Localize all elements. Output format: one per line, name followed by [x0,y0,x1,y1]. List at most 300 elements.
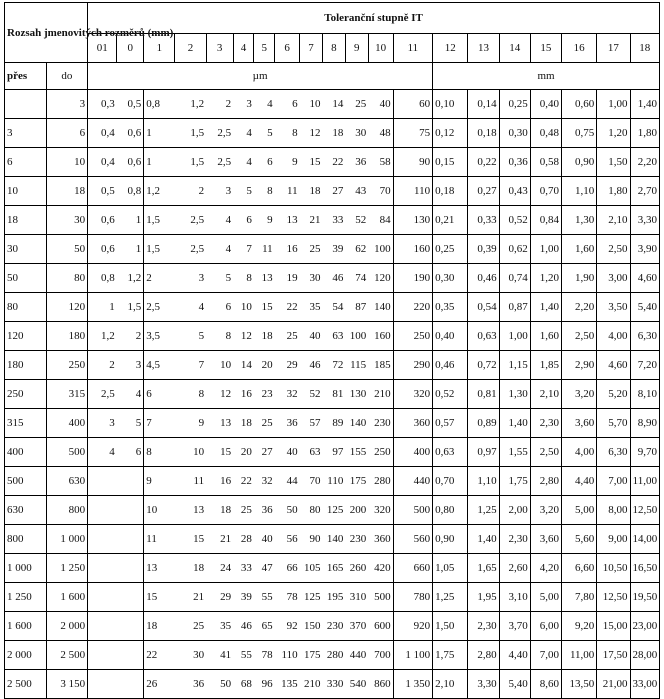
tolerance-cell: 0,58 [530,148,561,177]
tolerance-cell: 1,85 [530,351,561,380]
tolerance-cell: 57 [300,409,323,438]
tolerance-cell: 27 [322,177,345,206]
tolerance-cell: 2,50 [530,438,561,467]
table-row [5,148,660,177]
tolerance-cell: 160 [368,322,393,351]
tolerance-cell: 11,00 [561,641,596,670]
tolerance-cell: 3 [88,409,117,438]
tolerance-cell: 0,3 [88,90,117,119]
tolerance-cell: 2,30 [499,525,530,554]
tolerance-cell: 6 [144,380,175,409]
tolerance-cell: 420 [368,554,393,583]
tolerance-cell: 2,5 [206,148,233,177]
grade-header-cell: 0 [117,34,144,63]
tolerance-cell: 4 [233,119,254,148]
tolerance-cell: 4 [233,148,254,177]
tolerance-cell: 1 [117,235,144,264]
tolerance-cell: 20 [254,351,275,380]
tolerance-cell: 43 [345,177,368,206]
tolerance-cell: 11 [144,525,175,554]
tolerance-cell: 10,50 [597,554,630,583]
tolerance-cell: 0,30 [433,264,468,293]
tolerance-cell: 0,4 [88,148,117,177]
range-to-cell: 18 [46,177,88,206]
tolerance-cell: 12 [233,322,254,351]
grade-header-cell: 16 [561,34,596,63]
tolerance-cell: 0,60 [561,90,596,119]
tolerance-cell: 200 [345,496,368,525]
range-to-cell: 1 250 [46,554,88,583]
tolerance-cell: 23,00 [630,612,659,641]
tolerance-cell: 14 [322,90,345,119]
range-from-cell: 2 000 [5,641,47,670]
tolerance-cell: 13 [175,496,206,525]
tolerance-cell: 1,5 [144,235,175,264]
range-from-cell: 180 [5,351,47,380]
tolerance-cell: 0,70 [530,177,561,206]
tolerance-cell: 360 [368,525,393,554]
tolerance-cell: 36 [345,148,368,177]
tolerance-cell: 50 [206,670,233,699]
tolerance-cell: 15 [175,525,206,554]
tolerance-cell: 23 [254,380,275,409]
tolerance-cell: 0,63 [468,322,499,351]
tolerance-cell: 1,05 [433,554,468,583]
tolerance-cell: 11,00 [630,467,659,496]
grade-header-cell: 12 [433,34,468,63]
tolerance-cell: 1,00 [597,90,630,119]
grade-header-cell: 17 [597,34,630,63]
tolerance-cell: 1,2 [88,322,117,351]
tolerance-cell: 62 [345,235,368,264]
tolerance-cell: 1,20 [530,264,561,293]
table-row [5,90,660,119]
tolerance-cell: 58 [368,148,393,177]
tolerance-cell: 700 [368,641,393,670]
grade-header-cell: 10 [368,34,393,63]
tolerance-cell: 3,20 [561,380,596,409]
tolerance-cell: 15 [300,148,323,177]
table-header [5,3,660,90]
table-row [5,612,660,641]
tolerance-cell: 35 [206,612,233,641]
tolerance-cell: 0,27 [468,177,499,206]
tolerance-cell: 0,90 [433,525,468,554]
tolerance-cell: 4,40 [499,641,530,670]
tolerance-cell: 150 [300,612,323,641]
tolerance-cell: 63 [322,322,345,351]
tolerance-cell: 5,20 [597,380,630,409]
range-to-cell: 6 [46,119,88,148]
tolerance-cell: 15 [254,293,275,322]
tolerance-cell: 140 [345,409,368,438]
tolerance-cell: 54 [322,293,345,322]
tolerance-cell: 0,12 [433,119,468,148]
table-row [5,467,660,496]
tolerance-cell: 2,5 [144,293,175,322]
tolerance-cell: 9 [275,148,300,177]
tolerance-cell [88,554,117,583]
tolerance-cell: 0,8 [88,264,117,293]
tolerance-cell: 0,8 [144,90,175,119]
range-to-cell: 2 000 [46,612,88,641]
tolerance-cell: 3,30 [468,670,499,699]
grade-header-cell: 13 [468,34,499,63]
tolerance-cell: 560 [393,525,432,554]
range-from-cell: 120 [5,322,47,351]
tolerance-cell: 1,30 [561,206,596,235]
tolerance-cell: 16 [233,380,254,409]
tolerance-cell: 1,40 [468,525,499,554]
tolerance-cell: 0,30 [499,119,530,148]
tolerance-cell: 74 [345,264,368,293]
tolerance-cell: 32 [275,380,300,409]
tolerance-cell: 0,90 [561,148,596,177]
tolerance-cell: 2 [117,322,144,351]
tolerance-cell: 5 [233,177,254,206]
tolerance-cell: 13 [275,206,300,235]
tolerance-cell: 135 [275,670,300,699]
grade-header-cell: 1 [144,34,175,63]
tolerance-cell: 9 [254,206,275,235]
tolerance-cell: 9,70 [630,438,659,467]
tolerance-cell: 1,00 [530,235,561,264]
tolerance-cell: 25 [254,409,275,438]
tolerance-cell: 660 [393,554,432,583]
tolerance-cell: 19,50 [630,583,659,612]
tolerance-cell: 16 [275,235,300,264]
tolerance-cell: 2,90 [561,351,596,380]
grade-header-cell: 4 [233,34,254,63]
tolerance-cell [117,670,144,699]
tolerance-cell: 84 [368,206,393,235]
tolerance-cell: 280 [322,641,345,670]
tolerance-cell: 3 [206,177,233,206]
tolerance-cell: 140 [322,525,345,554]
tolerance-cell: 210 [368,380,393,409]
range-to-cell: 400 [46,409,88,438]
tolerance-cell: 2,5 [175,235,206,264]
tolerance-cell: 1,5 [175,148,206,177]
grades-header: Toleranční stupně IT [88,3,660,34]
grade-header-cell: 18 [630,34,659,63]
tolerance-cell: 11 [175,467,206,496]
tolerance-cell: 0,57 [433,409,468,438]
tolerance-cell: 8 [144,438,175,467]
table-body [5,90,660,699]
tolerance-cell: 5,40 [499,670,530,699]
tolerance-cell: 8,90 [630,409,659,438]
range-from-cell: 50 [5,264,47,293]
tolerance-cell: 21 [300,206,323,235]
tolerance-cell: 4,00 [597,322,630,351]
tolerance-cell: 46 [300,351,323,380]
tolerance-cell: 0,40 [530,90,561,119]
tolerance-cell: 2 [175,177,206,206]
table-row [5,351,660,380]
tolerance-cell: 25 [233,496,254,525]
tolerance-cell: 860 [368,670,393,699]
tolerance-cell: 3,90 [630,235,659,264]
tolerance-cell [88,496,117,525]
tolerance-cell: 0,25 [433,235,468,264]
tolerance-cell: 87 [345,293,368,322]
tolerance-cell: 1 [88,293,117,322]
tolerance-cell: 10 [175,438,206,467]
tolerance-cell: 165 [322,554,345,583]
tolerance-cell: 7 [175,351,206,380]
tolerance-cell: 120 [368,264,393,293]
tolerance-cell: 6,60 [561,554,596,583]
tolerance-cell [88,670,117,699]
tolerance-cell: 110 [393,177,432,206]
tolerance-cell: 15 [206,438,233,467]
tolerance-cell: 2 [206,90,233,119]
tolerance-cell: 260 [345,554,368,583]
tolerance-cell: 13 [144,554,175,583]
tolerance-cell: 0,14 [468,90,499,119]
tolerance-cell: 0,54 [468,293,499,322]
tolerance-cell: 40 [254,525,275,554]
range-from-cell [5,90,47,119]
tolerance-cell: 100 [345,322,368,351]
tolerance-cell: 0,4 [88,119,117,148]
tolerance-cell: 92 [275,612,300,641]
range-from-cell: 630 [5,496,47,525]
tolerance-cell: 2,10 [597,206,630,235]
tolerance-cell: 18 [233,409,254,438]
table-row [5,177,660,206]
tolerance-cell: 21,00 [597,670,630,699]
tolerance-cell: 5,60 [561,525,596,554]
tolerance-cell: 36 [175,670,206,699]
tolerance-cell: 0,40 [433,322,468,351]
table-row [5,380,660,409]
tolerance-cell: 9,20 [561,612,596,641]
tolerance-cell: 12 [206,380,233,409]
tolerance-cell: 1,40 [630,90,659,119]
tolerance-cell: 1,2 [144,177,175,206]
tolerance-cell: 360 [393,409,432,438]
tolerance-cell: 1,75 [499,467,530,496]
tolerance-cell: 4,00 [561,438,596,467]
grade-header-cell: 7 [300,34,323,63]
tolerance-cell: 100 [368,235,393,264]
tolerance-cell: 1 100 [393,641,432,670]
tolerance-cell: 10 [233,293,254,322]
tolerance-cell: 21 [206,525,233,554]
tolerance-cell: 1,55 [499,438,530,467]
grade-header-cell: 5 [254,34,275,63]
range-to-cell: 250 [46,351,88,380]
tolerance-cell: 0,36 [499,148,530,177]
tolerance-cell: 3 [175,264,206,293]
range-to-cell: 2 500 [46,641,88,670]
tolerance-cell: 2,10 [433,670,468,699]
tolerance-cell: 56 [275,525,300,554]
tolerance-cell: 250 [393,322,432,351]
tolerance-cell [88,583,117,612]
tolerance-cell: 28 [233,525,254,554]
tolerance-cell: 14,00 [630,525,659,554]
range-from-cell: 315 [5,409,47,438]
tolerance-cell: 1,10 [468,467,499,496]
tolerance-cell: 96 [254,670,275,699]
table-row [5,554,660,583]
tolerance-cell: 60 [393,90,432,119]
tolerance-cell: 320 [368,496,393,525]
tolerance-cell: 1,10 [561,177,596,206]
table-row [5,409,660,438]
table-row [5,235,660,264]
range-from-cell: 6 [5,148,47,177]
tolerance-cell: 290 [393,351,432,380]
tolerance-cell: 1 [117,206,144,235]
tolerance-cell: 540 [345,670,368,699]
tolerance-cell: 310 [345,583,368,612]
tolerance-cell: 2,30 [468,612,499,641]
tolerance-cell: 13 [206,409,233,438]
tolerance-cell [117,612,144,641]
tolerance-cell: 25 [275,322,300,351]
tolerance-cell: 6 [206,293,233,322]
range-to-cell: 315 [46,380,88,409]
tolerance-cell: 115 [345,351,368,380]
range-to-cell: 80 [46,264,88,293]
tolerance-cell: 230 [345,525,368,554]
tolerance-cell: 0,89 [468,409,499,438]
range-to-cell: 630 [46,467,88,496]
tolerance-cell: 4,20 [530,554,561,583]
tolerance-cell: 12,50 [597,583,630,612]
tolerance-cell: 6 [254,148,275,177]
tolerance-cell: 2 [88,351,117,380]
tolerance-cell: 46 [322,264,345,293]
tolerance-cell: 4 [206,235,233,264]
tolerance-cell: 105 [300,554,323,583]
tolerance-cell: 2,60 [499,554,530,583]
tolerance-cell: 125 [300,583,323,612]
tolerance-cell: 15 [144,583,175,612]
tolerance-cell: 1,30 [499,380,530,409]
tolerance-cell: 90 [393,148,432,177]
range-to-cell: 3 [46,90,88,119]
tolerance-cell: 20 [233,438,254,467]
tolerance-cell: 11 [275,177,300,206]
tolerance-cell: 0,87 [499,293,530,322]
tolerance-cell: 29 [206,583,233,612]
tolerance-cell: 0,6 [117,148,144,177]
tolerance-cell: 70 [300,467,323,496]
tolerance-cell: 17,50 [597,641,630,670]
tolerance-cell: 1,60 [561,235,596,264]
tolerance-cell: 10 [144,496,175,525]
tolerance-cell: 0,81 [468,380,499,409]
tolerance-cell: 2,00 [499,496,530,525]
tolerance-cell: 4,5 [144,351,175,380]
tolerance-cell: 97 [322,438,345,467]
table-row [5,525,660,554]
tolerance-cell: 4 [206,206,233,235]
range-from-cell: 400 [5,438,47,467]
tolerance-cell: 29 [275,351,300,380]
tolerance-cell: 195 [322,583,345,612]
tolerance-cell: 22 [144,641,175,670]
tolerance-cell: 0,43 [499,177,530,206]
range-to-cell: 30 [46,206,88,235]
tolerance-cell: 44 [275,467,300,496]
tolerance-cell: 22 [275,293,300,322]
tolerance-cell: 2,5 [206,119,233,148]
grade-header-cell: 9 [345,34,368,63]
grade-header-cell: 11 [393,34,432,63]
tolerance-cell: 0,10 [433,90,468,119]
tolerance-cell: 13 [254,264,275,293]
tolerance-cell: 140 [368,293,393,322]
tolerance-cell: 1,15 [499,351,530,380]
tolerance-cell: 30 [300,264,323,293]
tolerance-cell: 250 [368,438,393,467]
tolerance-cell [88,612,117,641]
tolerance-cell: 18 [206,496,233,525]
tolerance-cell: 0,97 [468,438,499,467]
table-row [5,119,660,148]
tolerance-cell: 6 [275,90,300,119]
tolerance-cell: 0,22 [468,148,499,177]
tolerance-cell: 9 [144,467,175,496]
tolerance-cell: 50 [275,496,300,525]
tolerance-cell: 7 [233,235,254,264]
grade-header-cell: 01 [88,34,117,63]
tolerance-cell: 0,6 [88,235,117,264]
unit-um-header: µm [88,63,433,90]
tolerance-cell: 370 [345,612,368,641]
tolerance-cell: 65 [254,612,275,641]
tolerance-cell: 130 [345,380,368,409]
tolerance-cell: 18 [300,177,323,206]
tolerance-table [4,2,660,699]
tolerance-cell: 47 [254,554,275,583]
tolerance-cell: 10 [300,90,323,119]
tolerance-cell: 0,84 [530,206,561,235]
tolerance-cell: 55 [233,641,254,670]
tolerance-cell: 0,39 [468,235,499,264]
tolerance-cell: 7,20 [630,351,659,380]
tolerance-cell: 220 [393,293,432,322]
tolerance-cell: 0,52 [433,380,468,409]
tolerance-cell: 8,60 [530,670,561,699]
tolerance-cell: 70 [368,177,393,206]
tolerance-cell: 33 [322,206,345,235]
tolerance-cell: 2,50 [597,235,630,264]
range-to-cell: 3 150 [46,670,88,699]
tolerance-cell: 920 [393,612,432,641]
table-row [5,438,660,467]
tolerance-cell: 1,90 [561,264,596,293]
tolerance-cell: 4,40 [561,467,596,496]
tolerance-cell: 6,30 [597,438,630,467]
range-header: Rozsah jmenovitých rozměrů (mm) [5,3,88,63]
tolerance-cell: 2,5 [88,380,117,409]
tolerance-cell: 185 [368,351,393,380]
tolerance-cell: 0,74 [499,264,530,293]
tolerance-cell: 0,48 [530,119,561,148]
tolerance-cell [117,467,144,496]
tolerance-cell: 440 [393,467,432,496]
tolerance-cell: 9 [175,409,206,438]
tolerance-cell: 0,70 [433,467,468,496]
tolerance-cell: 5 [117,409,144,438]
